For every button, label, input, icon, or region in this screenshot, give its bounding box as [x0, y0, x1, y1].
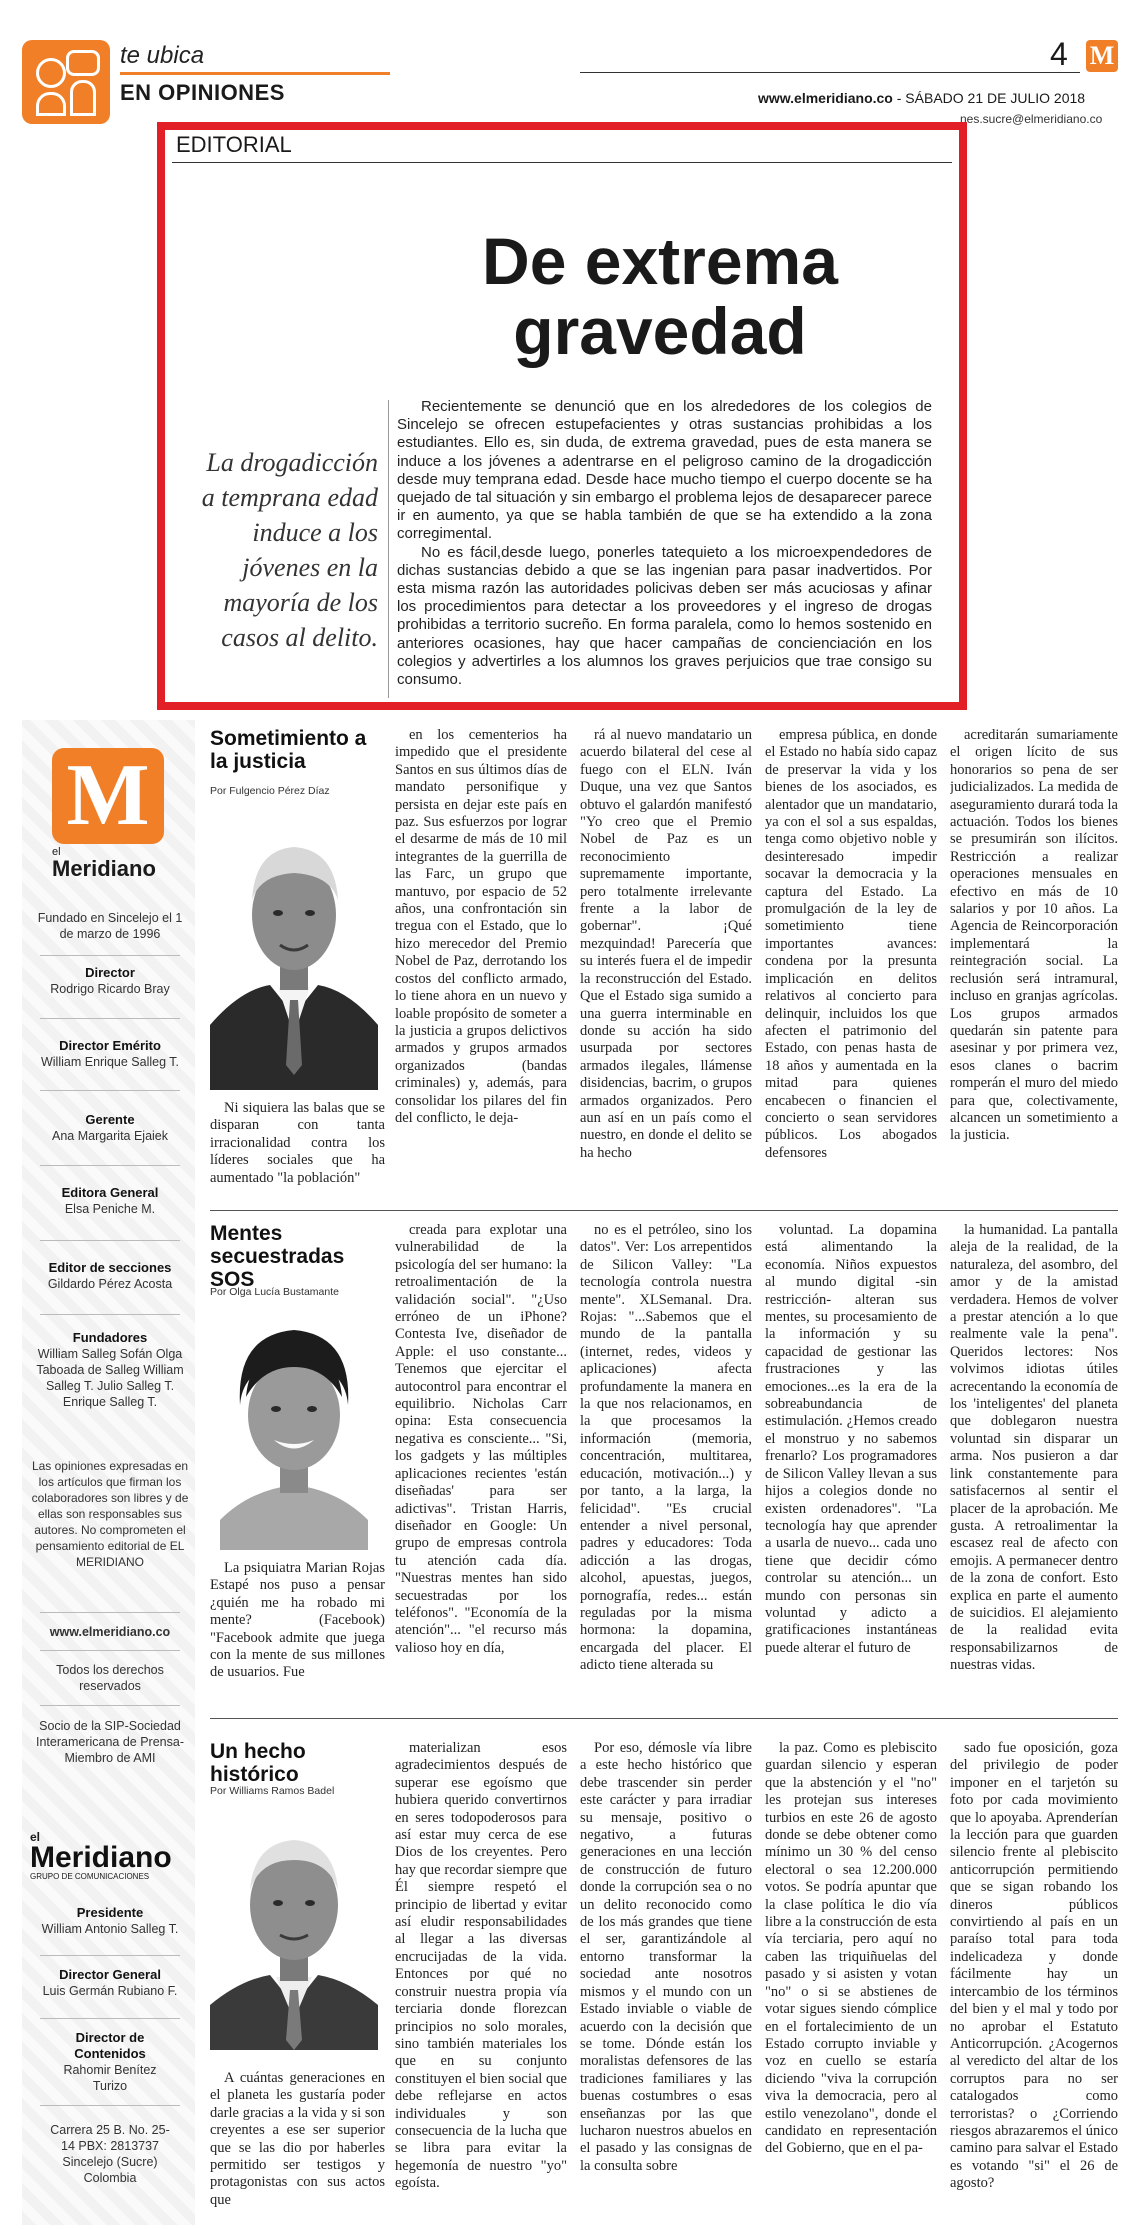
article-3-text: materializan esos agradecimientos después de superar ese egoísmo que hubiera querido convertirnos en seres todopoderosos para así estar muy cerca de ese Dios de los creyentes. Pero hay que recordar siempre que Él siempre respetó el principio de libertad y evitar así eludir responsabilidades al llegar a las diversas encrucijadas de la vida. Entonces por qué no construir nuestra propia vía terciaria donde florezcan principios no solo morales, sino también materiales los que en su conjunto constituyen el bien social que debe reflejarse en actos individuales y son consecuencia de la lucha que se libra para evitar la hegemonía de nuestro "yo" egoísta. — [395, 1740, 567, 2192]
article-1-title: Sometimiento a la justicia — [210, 727, 367, 773]
article-1-text: acreditarán sumariamente el origen lícito de sus honorarios so pena de ser judicializados. La medida de aseguramiento durará toda la actuación. Todos los bienes se presumirán son ilícitos. Restricción a realizar operaciones mensuales en efectivo en más de 10 salarios y por 10 años. La Agencia de Reincorporación implementará la reintegración social. La reclusión será intramural, incluso en granjas agrícolas. Los grupos armados quedarán sin patente para asesinar y por primera vez, esos clanes o bacrim romperán el muro del miedo para que, colectivamente, alcancen un sometimiento a la justicia. — [950, 727, 1118, 1144]
sidebar-brand-name: Meridiano — [52, 856, 156, 881]
staff-role: Director — [85, 965, 135, 980]
article-3-text: A cuántas generaciones en el planeta les gustaría poder darle gracias a la vida y si son creyentes a ese ser superior que se las dio por haberles permitido ser testigos y protagonistas con sus actos que — [210, 2070, 385, 2208]
sidebar-sip: Socio de la SIP-Sociedad Interamericana de Prensa- Miembro de AMI — [36, 1719, 184, 1765]
header-email[interactable]: nes.sucre@elmeridiano.co — [960, 112, 1103, 126]
sidebar-divider — [40, 1165, 180, 1166]
staff-name: Rahomir Benítez Turizo — [63, 2063, 157, 2093]
article-1-col-2 — [395, 727, 567, 1209]
editorial-label: EDITORIAL — [176, 132, 292, 157]
editorial-title: De extrema gravedad — [482, 224, 838, 368]
grupo-meridiano-logo — [30, 1830, 190, 1881]
article-2-col-4 — [765, 1222, 937, 1710]
kicker-underline — [120, 72, 390, 75]
meridiano-logo-icon: M — [1086, 40, 1118, 72]
article-2-title: Mentes secuestradas SOS — [210, 1222, 345, 1291]
article-2-col-2 — [395, 1222, 567, 1710]
sidebar-divider — [40, 1240, 180, 1241]
article-separator — [210, 1210, 1118, 1211]
article-1-col-5 — [950, 727, 1118, 1209]
header-rule — [580, 72, 1080, 73]
article-3-text: sado fue oposición, goza del privilegio de poder imponer en el tarjetón su foto por cada movimiento que lo apoyaba. Aprenderían la lección para que guarden silencio frente al plebiscito anticorrupción permitiendo que se sigan robando los dineros públicos convirtiendo al país en un paraíso total para toda indelicadeza y donde fácilmente hay un intercambio de los términos del bien y el mal y todo por no aprobar el Estatuto Anticorrupción. ¿Acogernos al veredicto del altar de los corruptos para no ser catalogados como terroristas? o ¿Corriendo riesgos abrazaremos el único camino para salvar el Estado es votando "si" el 26 de agosto? — [950, 1740, 1118, 2192]
editorial-pull-quote: La drogadicción a temprana edad induce a los jóvenes en la mayoría de los casos al delito. — [201, 448, 378, 652]
sidebar-divider — [40, 1018, 180, 1019]
article-2-text: La psiquiatra Marian Rojas Estapé nos puso a pensar ¿quién me ha robado mi mente? (Facebook) "Facebook admite que juega con la mente de sus millones de usuarios. Fue — [210, 1560, 385, 1681]
sidebar-founders — [30, 1330, 190, 1410]
staff-name: Elsa Peniche M. — [64, 1202, 156, 1216]
article-3-author: Por Williams Ramos Badel — [210, 1785, 335, 1797]
article-3-col-3 — [580, 1740, 752, 2225]
sidebar-founded: Fundado en Sincelejo el 1 de marzo de 1996 — [37, 911, 183, 941]
staff-name: William Enrique Salleg T. — [40, 1055, 180, 1069]
article-1-col-1 — [210, 1100, 385, 1210]
staff-role: Editor de secciones — [48, 1260, 172, 1275]
staff-name: William Antonio Salleg T. — [41, 1922, 179, 1936]
article-1-col-3 — [580, 727, 752, 1209]
sidebar-group-presidente — [30, 1905, 190, 1937]
editorial-rule — [172, 162, 952, 163]
sidebar-rights: Todos los derechos reservados — [56, 1663, 164, 1693]
article-2-col-1 — [210, 1560, 385, 1710]
sidebar-divider — [40, 2018, 180, 2019]
editorial-paragraph-2: No es fácil,desde luego, ponerles tatequieto a los microexpendedores de dichas sustancias debido a que se las ingenian para pasar inadvertidos. Por esta misma razón las autoridades policivas deben ser más acuciosas y afinar los procedimientos para detectar a los proveedores y el ingreso de drogas prohibidas a territorio sucreño. En forma paralela, como lo hemos sostenido en anteriores ocasiones, hay que hacer campañas de concienciación en los colegios y advertirles a los alumnos los graves perjuicios que trae consigo su consumo. — [397, 543, 932, 689]
sidebar-divider — [40, 1314, 180, 1315]
staff-role: Presidente — [76, 1905, 144, 1920]
article-1-author: Por Fulgencio Pérez Díaz — [210, 785, 330, 797]
sidebar-staff-director-emerito — [30, 1038, 190, 1070]
article-3-title: Un hecho histórico — [210, 1740, 306, 1786]
sidebar-disclaimer: Las opiniones expresadas en los artículos que firman los colaboradores son libres y de ellas son responsables sus autores. No comprometen el pensamiento editorial de EL MERIDIANO — [31, 1459, 189, 1569]
article-2-author: Por Olga Lucía Bustamante — [210, 1286, 339, 1298]
article-1-text: Ni siquiera las balas que se disparan con tanta irracionalidad contra los líderes sociales que ha aumentado "la población" — [210, 1100, 385, 1186]
staff-name: Luis Germán Rubiano F. — [42, 1984, 178, 1998]
sidebar-divider — [40, 2105, 180, 2106]
sidebar-divider — [40, 1612, 180, 1613]
sidebar-divider — [40, 1650, 180, 1651]
article-2-col-5 — [950, 1222, 1118, 1710]
group-el: el — [30, 1830, 41, 1844]
sidebar-divider — [40, 1955, 180, 1956]
sidebar-divider — [40, 955, 180, 956]
opinion-section-icon — [22, 40, 110, 124]
sidebar-address: Carrera 25 B. No. 25-14 PBX: 2813737 Sincelejo (Sucre) Colombia — [50, 2123, 170, 2185]
article-2-text: creada para explotar una vulnerabilidad de la psicología del ser humano: la retroalimentación de la validación social". "¿Uso erróneo de un iPhone? Contesta Ive, diseñador de Apple: el uso constante... Tenemos que ejercitar el autocontrol para encontrar el equilibrio. Nicholas Carr opina: Esta consecuencia negativa es consciente... "Si, los gadgets y las múltiples aplicaciones recientes 'están diseñadas' para ser adictivas". Tristan Harris, diseñador en Google: Un grupo de empresas controla tu atención cada día. "Nuestras mentes han sido secuestradas por los teléfonos". "Economía de la atención"... "el recurso más valioso hoy en día, — [395, 1222, 567, 1656]
header-website[interactable]: www.elmeridiano.co — [758, 90, 893, 106]
staff-role: Director Emérito — [59, 1038, 161, 1053]
sidebar-brand — [52, 846, 172, 880]
article-separator — [210, 1718, 1118, 1719]
editorial-divider — [388, 400, 389, 698]
founders-names: William Salleg Sofán Olga Taboada de Salleg William Salleg T. Julio Salleg T. Enrique Salleg T. — [36, 1347, 184, 1409]
sidebar-group-director-contenidos — [30, 2030, 190, 2094]
section-title: EN OPINIONES — [120, 80, 285, 105]
staff-name: Rodrigo Ricardo Bray — [50, 982, 170, 996]
staff-name: Ana Margarita Ejaiek — [51, 1129, 169, 1143]
editorial-paragraph-1: Recientemente se denunció que en los alrededores de los colegios de Sincelejo se ofrecen estupefacientes y otras sustancias prohibidas a los estudiantes. Ello es, sin duda, de extrema gravedad, pues de esta manera se induce a los jóvenes a adentrarse en el peligroso camino de la drogadicción desde muy temprana edad. Desde hace mucho tiempo el cuerpo docente se ha quejado de tal situación y sin embargo el problema lejos de desaparecer parece ir en aumento, ya que se habla también de que se ha extendido a la zona corregimental. — [397, 398, 932, 543]
staff-role: Director de Contenidos — [74, 2030, 146, 2061]
group-name: Meridiano — [30, 1841, 172, 1874]
sidebar-divider — [40, 1705, 180, 1706]
article-1-text: en los cementerios ha impedido que el presidente Santos en sus últimos días de mandato personifique y persista en dejar este país en paz. Sus esfuerzos por lograr el desarme de más de 10 mil integrantes de la guerrilla de las Farc, un grupo que mantuvo, por espacio de 52 años, una confrontación sin tregua con el Estado, que lo hizo merecedor del Premio Nobel de Paz, derrotando los costos del conflicto armado, lo tiene ahora en un nuevo y loable propósito de someter a la justicia a grupos delictivos armados y grupos armados organizados (bandas criminales) y, además, para consolidar los pilares del fin del conflicto, le deja- — [395, 727, 567, 1126]
page-number: 4 — [1050, 36, 1068, 72]
founders-title: Fundadores — [72, 1330, 148, 1345]
staff-name: Gildardo Pérez Acosta — [47, 1277, 173, 1291]
sidebar-staff-editora — [30, 1185, 190, 1217]
editorial-body — [397, 398, 932, 689]
sidebar-website[interactable]: www.elmeridiano.co — [49, 1625, 171, 1639]
staff-role: Director General — [59, 1967, 161, 1982]
article-3-col-5 — [950, 1740, 1118, 2225]
staff-role: Gerente — [85, 1112, 135, 1127]
section-kicker: te ubica — [120, 42, 205, 69]
article-3-text: la paz. Como es plebiscito guardan silencio y esperan que la abstención y el "no" les protejan sus intereses turbios en este 26 de agosto donde se debe obtener como mínimo un 30 % del censo electoral o sea 12.200.000 votos. Se podría apuntar que la clase política le dio vía libre a la construcción de esta vía terciaria, pero aquí no caben las triquiñuelas del pasado y si asisten y votan "no" o si se abstienes de votar sigues siendo cómplice en el fortalecimiento de un Estado corrupto inviable y voz en cuello se estaría diciendo "viva la corrupción viva la democracia, pero al estilo venezolano", donde el candidato en representación del Gobierno, que en el pa- — [765, 1740, 937, 2157]
article-3-text: Por eso, démosle vía libre a este hecho histórico que debe trascender sin perder este carácter y para irradiar su mensaje, positivo o negativo, a futuras generaciones en una lección de construcción de futuro donde la corrupción sea o no un delito reconocido como de los más grandes que tiene el ser, garantizándole al entorno transformar la sociedad ante nosotros mismos y el mundo con un Estado inviable o viable de acuerdo con la decisión que se tome. Dónde están los moralistas defensores de las tradiciones familiares y las buenas costumbres o esas enseñanzas por las que lucharon nuestros abuelos en el pasado y las consignas de la consulta sobre — [580, 1740, 752, 2174]
article-2-text: no es el petróleo, sino los datos". Ver: Los arrepentidos de Silicon Valley: "La tecnología controla nuestra mente". XLSemanal. Dra. Rojas: "...Sabemos que el mundo de la pantalla (internet, redes, videos y aplicaciones) afecta profundamente la manera en la que nos relacionamos, en la que procesamos la información (memoria, concentración, multitarea, educación, motivación...) y por tanto, a la larga, la felicidad". "Es crucial entender a nivel personal, padres y educadores: Toda adicción a las drogas, alcohol, apuestas, juegos, pornografía, redes... están reguladas por la misma hormona: la dopamina, encargada del placer. El adicto tiene alterada su — [580, 1222, 752, 1674]
article-3-col-1 — [210, 2070, 385, 2225]
author-3-photo — [210, 1805, 378, 2050]
author-1-photo — [210, 805, 378, 1090]
sidebar-staff-editor-secciones — [30, 1260, 190, 1292]
group-sub: GRUPO DE COMUNICACIONES — [30, 1872, 150, 1881]
staff-role: Editora General — [61, 1185, 159, 1200]
article-2-text: voluntad. La dopamina está alimentando la economía. Niños expuestos al mundo digital -sin restricción- alteran sus mentes, su procesamiento de la información y su capacidad de gestionar las frustraciones y las emociones...es la era de la sobreabundancia de estimulación. ¿Hemos creado el monstruo y no sabemos frenarlo? Los programadores de Silicon Valley llevan a sus hijos a colegios donde no existen ordenadores". "La tecnología hay que aprender a usarla de nuevo... cada uno tiene que decidir cómo controlar su atención... un mundo con personas sin voluntad y adicto a gratificaciones instantáneas puede alterar el futuro de — [765, 1222, 937, 1656]
article-2-col-3 — [580, 1222, 752, 1710]
article-3-col-4 — [765, 1740, 937, 2225]
article-1-col-4 — [765, 727, 937, 1209]
article-2-text: la humanidad. La pantalla aleja de la realidad, de la naturaleza, del asombro, del amor y de la amistad verdadera. Hemos de volver a prestar atención a lo que realmente vale la pena". Queridos lectores: Nos volvimos idiotas útiles acrecentando la economía de los 'inteligentes' del planeta que doblegaron nuestra voluntad sin disparar un arma. Nos pusieron a dar link constantemente para satisfacernos al sentir el placer de la aprobación. Me gusta. A retroalimentar la escasez real de afecto con emojis. A permanecer dentro de la zona de confort. Esto explica en parte el aumento de suicidios. El alejamiento de la realidad evita responsabilizarnos de nuestras vidas. — [950, 1222, 1118, 1674]
author-2-photo — [210, 1305, 378, 1550]
article-1-text: empresa pública, en donde el Estado no había sido capaz de preservar la vida y los bienes de los asociados, es alentador que un mandatario, ya con el sol a sus espaldas, tenga como objetivo noble y desinteresado impedir socavar la democracia y la captura del Estado. La promulgación de la ley de sometimiento tiene importantes avances: condena por la presunta implicación en delitos relativos al concierto para delinquir, incluidos los que afecten el patrimonio del Estado, con penas hasta de 18 años y aumentada en la mitad para quienes encabecen o financien el concierto o sean servidores públicos. Los abogados defensores — [765, 727, 937, 1161]
sidebar-divider — [40, 1090, 180, 1091]
header-date: - SÁBADO 21 DE JULIO 2018 — [892, 90, 1086, 106]
sidebar-group-director-general — [30, 1967, 190, 1999]
meridiano-m-logo: M — [52, 748, 164, 844]
sidebar-staff-gerente — [30, 1112, 190, 1144]
article-1-text: rá al nuevo mandatario un acuerdo bilateral del cese al fuego con el ELN. Iván Duque, una vez que Santos obtuvo el galardón manifestó "Yo creo que el Premio Nobel de Paz es un reconocimiento supremamente importante, pero totalmente irrelevante frente a la labor de gobernar". ¡Qué mezquindad! Parecería que su interés fuera el de impedir la reconstrucción del Estado. Que el Estado siga sumido a una guerra interminable en donde su acción ha sido usurpada por sectores armados ilegales, llámense disidencias, bacrim, o grupos armados organizados. Pero aun así en un país como el nuestro, en donde el delito se ha hecho — [580, 727, 752, 1161]
article-3-col-2 — [395, 1740, 567, 2225]
sidebar-brand-el: el — [52, 846, 61, 858]
sidebar-staff-director — [30, 965, 190, 997]
dateline — [758, 90, 1085, 106]
